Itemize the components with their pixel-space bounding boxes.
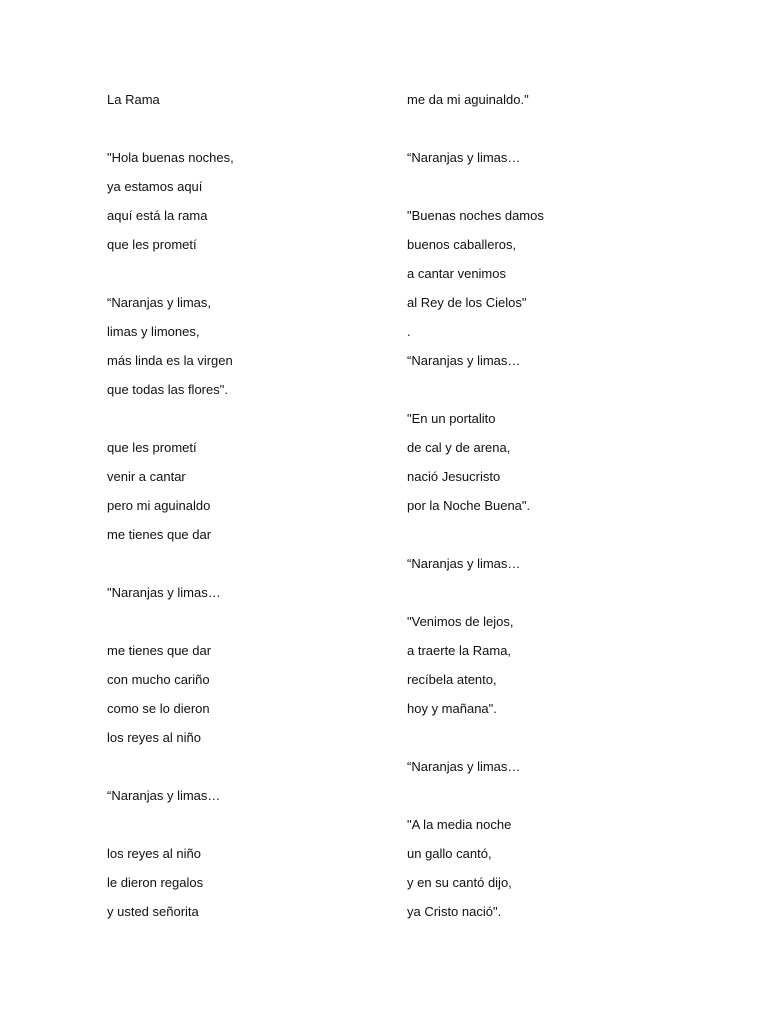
verse-line: “Naranjas y limas…: [407, 556, 521, 571]
left-column: [107, 88, 407, 929]
verse-line: que les prometí: [107, 440, 197, 455]
verse-line: "Buenas noches damos: [407, 208, 544, 223]
verse-line: me tienes que dar: [107, 643, 212, 658]
blank-line: [407, 175, 707, 204]
verse-line: "Hola buenas noches,: [107, 150, 234, 165]
blank-line: [407, 581, 707, 610]
verse-line: a traerte la Rama,: [407, 643, 512, 658]
blank-line: [407, 117, 707, 146]
verse-line: los reyes al niño: [107, 730, 201, 745]
blank-line: [107, 552, 407, 581]
verse-line: por la Noche Buena".: [407, 498, 531, 513]
verse-line: y en su cantó dijo,: [407, 875, 512, 890]
verse-line: me da mi aguinaldo.": [407, 92, 529, 107]
verse-line: ya estamos aquí: [107, 179, 203, 194]
verse-line: a cantar venimos: [407, 266, 506, 281]
blank-line: [407, 784, 707, 813]
verse-line: “Naranjas y limas…: [407, 353, 521, 368]
right-column: [407, 88, 707, 929]
verse-line: "A la media noche: [407, 817, 512, 832]
blank-line: [107, 407, 407, 436]
verse-line: “Naranjas y limas,: [107, 295, 212, 310]
verse-line: con mucho cariño: [107, 672, 210, 687]
verse-line: como se lo dieron: [107, 701, 210, 716]
verse-line: “Naranjas y limas…: [407, 150, 521, 165]
verse-line: hoy y mañana".: [407, 701, 497, 716]
verse-line: que les prometí: [107, 237, 197, 252]
verse-line: nació Jesucristo: [407, 469, 501, 484]
verse-line: que todas las flores".: [107, 382, 228, 397]
verse-line: "Naranjas y limas…: [107, 585, 221, 600]
verse-line: .: [407, 324, 411, 339]
verse-line: ya Cristo nació".: [407, 904, 502, 919]
document-title: La Rama: [107, 92, 160, 107]
verse-line: me tienes que dar: [107, 527, 212, 542]
verse-line: le dieron regalos: [107, 875, 204, 890]
blank-line: [107, 610, 407, 639]
blank-line: [407, 726, 707, 755]
blank-line: [407, 523, 707, 552]
verse-line: limas y limones,: [107, 324, 200, 339]
blank-line: [107, 755, 407, 784]
verse-line: "Venimos de lejos,: [407, 614, 514, 629]
verse-line: buenos caballeros,: [407, 237, 517, 252]
verse-line: al Rey de los Cielos": [407, 295, 527, 310]
verse-line: más linda es la virgen: [107, 353, 233, 368]
verse-line: los reyes al niño: [107, 846, 201, 861]
blank-line: [407, 378, 707, 407]
verse-line: y usted señorita: [107, 904, 199, 919]
blank-line: [107, 262, 407, 291]
verse-line: venir a cantar: [107, 469, 186, 484]
verse-line: aquí está la rama: [107, 208, 208, 223]
verse-line: recíbela atento,: [407, 672, 497, 687]
blank-line: [107, 117, 407, 146]
verse-line: pero mi aguinaldo: [107, 498, 211, 513]
blank-line: [107, 813, 407, 842]
verse-line: “Naranjas y limas…: [107, 788, 221, 803]
verse-line: "En un portalito: [407, 411, 496, 426]
verse-line: un gallo cantó,: [407, 846, 492, 861]
verse-line: “Naranjas y limas…: [407, 759, 521, 774]
verse-line: de cal y de arena,: [407, 440, 511, 455]
